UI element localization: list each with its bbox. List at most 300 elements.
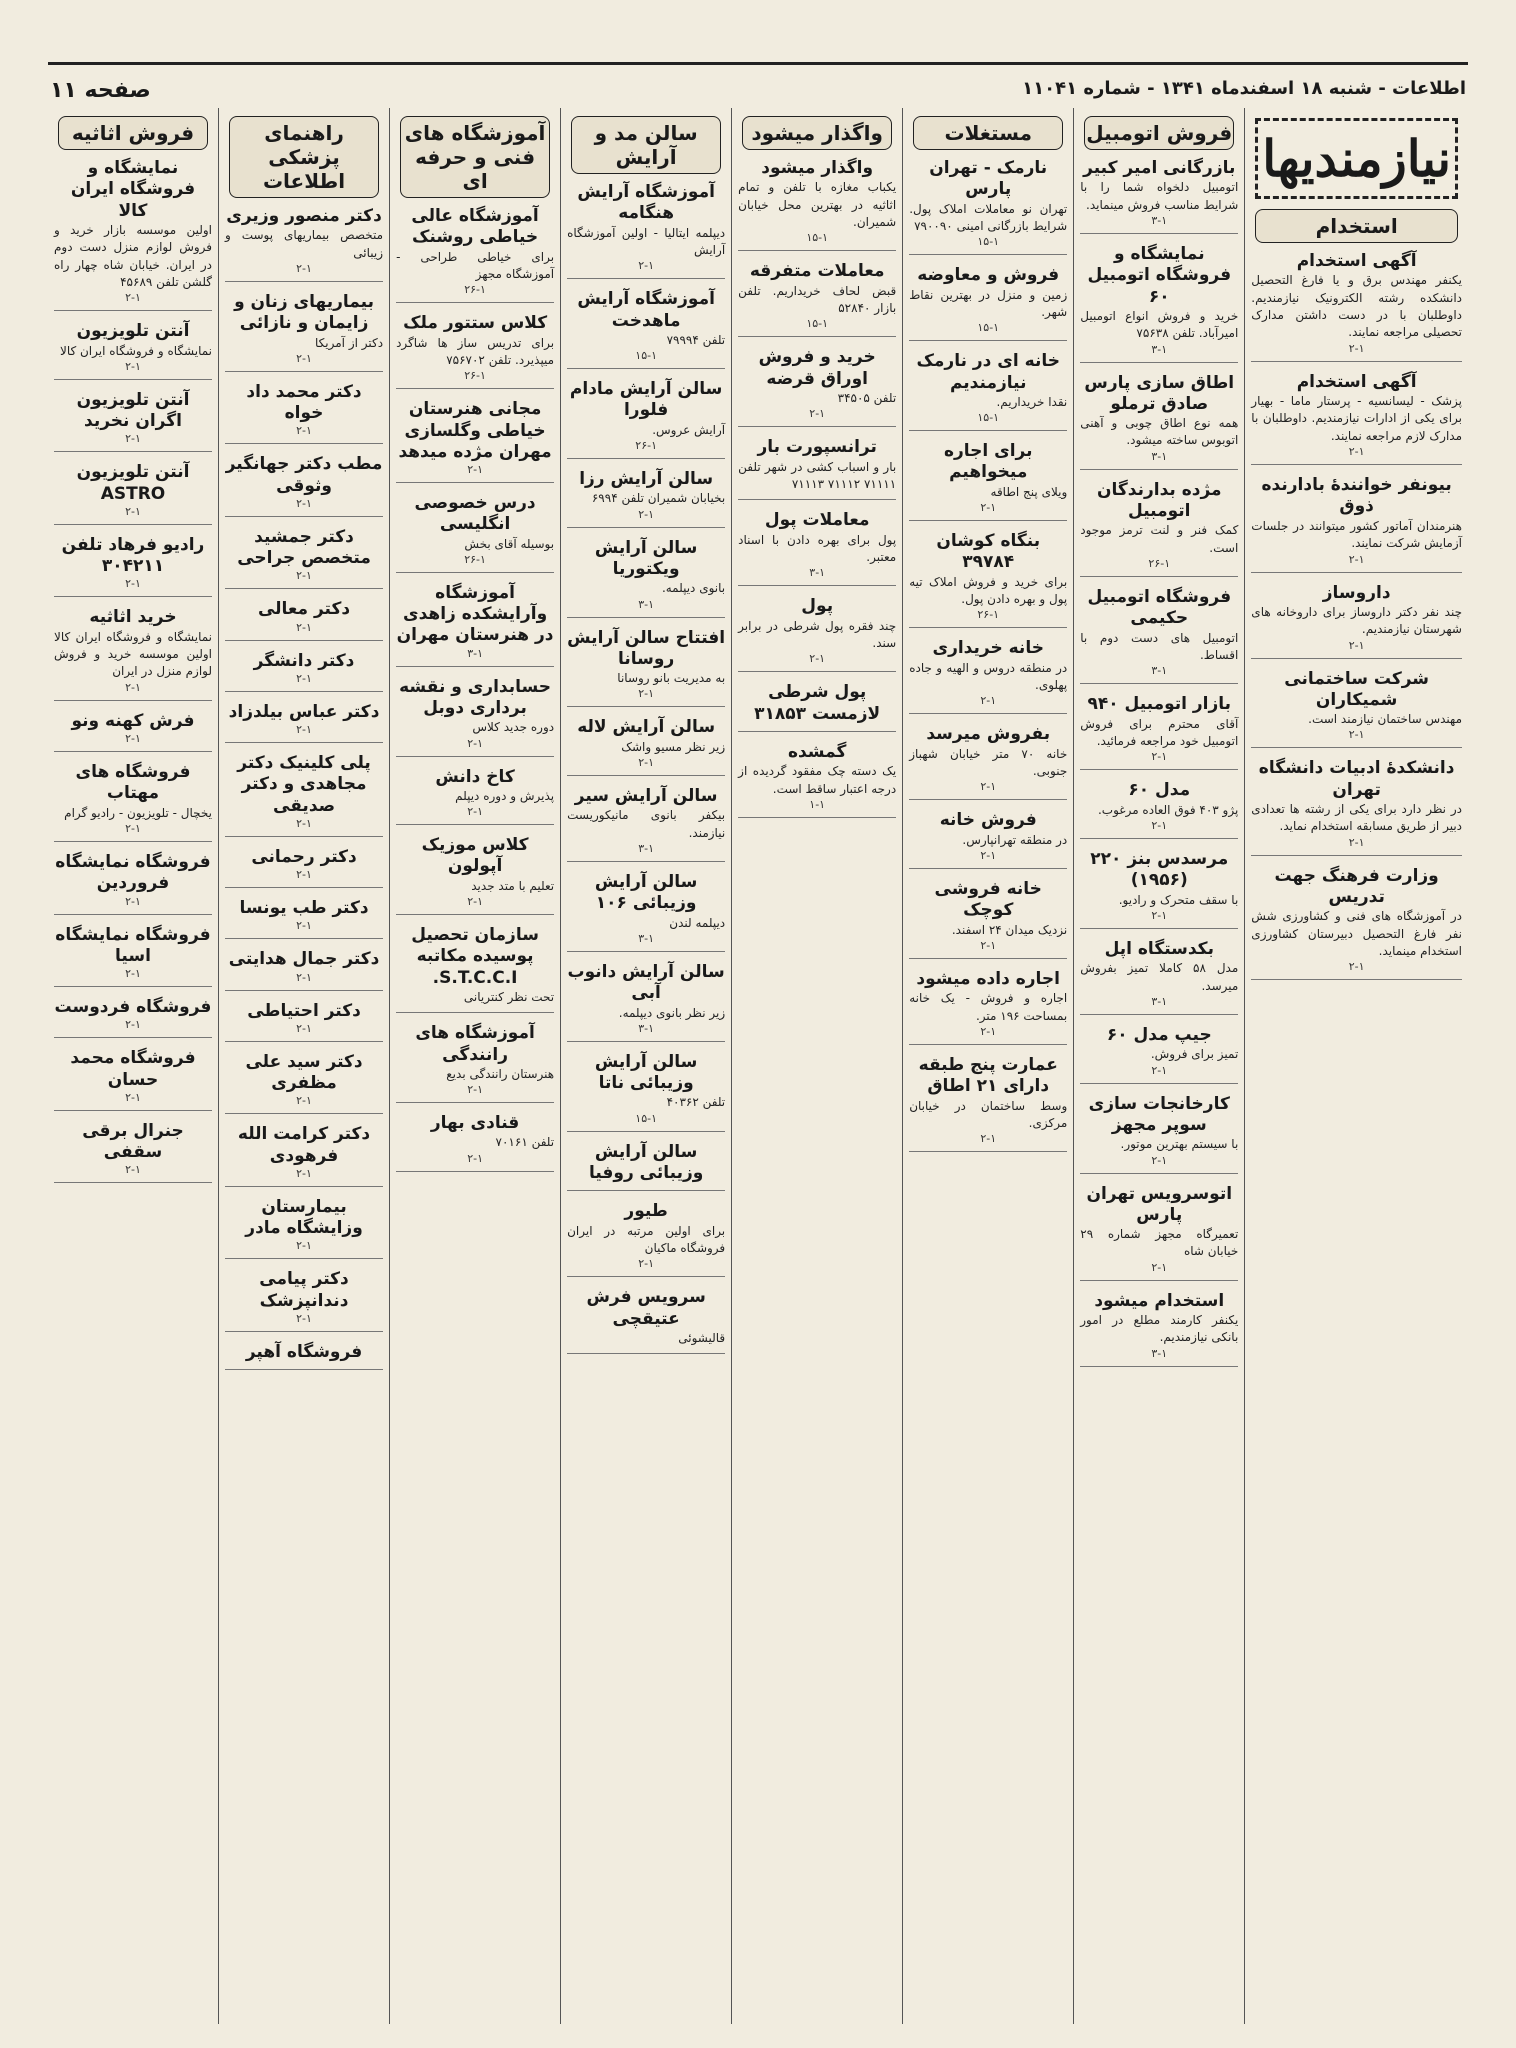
classified-ad (396, 835, 554, 915)
ad-ref: ۱۵-۱ (635, 1111, 657, 1125)
ad-ref: ۱۵-۱ (977, 235, 1000, 249)
classified-ad (396, 1113, 554, 1172)
ad-divider (396, 572, 554, 573)
ad-divider (738, 426, 896, 427)
classified-ad (225, 702, 383, 743)
ad-ref: ۲-۱ (467, 736, 483, 750)
ad-ref: ۲-۱ (1151, 1153, 1168, 1167)
ad-divider (567, 458, 725, 459)
classified-ad (54, 925, 212, 988)
ad-divider (1080, 1173, 1238, 1174)
ad-body: بوسیله آقای بخش (464, 536, 555, 551)
ad-body: یخچال - تلویزیون - رادیو گرام (64, 805, 213, 820)
ad-body: با سیستم بهترین موتور. (1120, 1137, 1239, 1152)
ad-ref: ۳-۱ (638, 842, 655, 856)
ad-ref: ۲-۱ (1151, 908, 1168, 922)
section-banner: نیازمندیها (1255, 118, 1458, 199)
ad-ref: ۲-۱ (638, 756, 655, 770)
ad-body: تعمیرگاه مجهز شماره ۲۹ خیابان شاه (1080, 1227, 1239, 1259)
ad-divider (225, 443, 383, 444)
ad-ref: ۳-۱ (1151, 995, 1168, 1008)
column-heading: سالن مد و آرایش (571, 116, 721, 174)
ad-title: سالن آرایش سیر (574, 786, 718, 807)
ad-body: چند نفر دکتر داروساز برای داروخانه های شهرستان نیازمندیم. (1251, 604, 1462, 637)
ad-title: آموزشگاه عالی خیاطی روشنک (411, 206, 539, 248)
ad-divider (567, 951, 725, 952)
ad-ref: ۱۵-۱ (977, 321, 1000, 335)
ad-title: سالن آرایش وزیبائی ناتا (594, 1051, 698, 1094)
ad-title: نمایشگاه و فروشگاه ایران کالا (70, 158, 196, 221)
ad-divider (909, 627, 1067, 628)
ad-divider (1251, 464, 1462, 465)
ad-divider (1251, 979, 1462, 980)
classified-ad (225, 292, 383, 372)
classified-ad (396, 206, 554, 303)
classified-ad (54, 852, 212, 915)
ad-body: زیر نظر مسیو واشک (621, 739, 726, 754)
ad-title: حسابداری و نقشه برداری دوبل (399, 676, 552, 718)
column-heading: فروش اتومبیل (1084, 116, 1234, 150)
ad-title: خانه فروشی کوچک (934, 879, 1042, 921)
classified-ad (567, 628, 725, 708)
ad-title: فروشگاه اتومبیل حکیمی (1087, 587, 1232, 629)
ad-ref: ۲-۱ (125, 680, 141, 694)
ad-divider (1080, 469, 1238, 470)
ad-divider (225, 516, 383, 517)
ad-body: در منطقه دروس و الهیه و جاده پهلوی. (909, 660, 1068, 693)
ad-divider (567, 775, 725, 776)
ad-divider (909, 958, 1067, 959)
ad-body: تلفن ۷۰۱۶۱ (495, 1135, 555, 1150)
ad-divider (225, 1258, 383, 1259)
ad-title: آموزشگاه های رانندگی (415, 1023, 535, 1065)
classified-ad (738, 596, 896, 672)
classified-ad (225, 847, 383, 888)
ad-divider (225, 742, 383, 743)
ad-title: سرویس فرش عتیقچی (586, 1287, 706, 1329)
classified-ad (738, 742, 896, 818)
ad-title: بکدستگاه اپل (1104, 938, 1214, 959)
classified-ad (225, 527, 383, 590)
column-5 (389, 108, 560, 2024)
ad-title: سالن آرایش دانوب آبی (567, 962, 725, 1004)
ad-divider (1251, 361, 1462, 362)
classified-ad (909, 810, 1067, 869)
ad-title: دکتر منصور وزیری (226, 206, 382, 226)
ad-title: خرید اثاثیه (89, 607, 177, 628)
ad-title: طیور (624, 1201, 668, 1222)
ad-ref: ۲-۱ (296, 970, 312, 984)
ad-divider (909, 430, 1067, 431)
ad-divider (1080, 1014, 1238, 1015)
classified-ad (225, 599, 383, 640)
ad-body: تعلیم با متد جدید (471, 878, 555, 893)
ad-divider (225, 588, 383, 589)
ad-body: اتومبیل دلخواه شما را با شرایط مناسب فروش مینماید. (1080, 180, 1239, 212)
ad-body: یکنفر مهندس برق و یا فارغ التحصیل دانشکده رشته الکترونیک نیازمندیم. داوطلبان با در دست داشتن مدارک تحصیلی مراجعه نمایند. (1251, 273, 1462, 340)
ad-divider (1251, 855, 1462, 856)
classified-ad (909, 351, 1067, 431)
ad-ref: ۲-۱ (296, 919, 312, 933)
ad-divider (396, 388, 554, 389)
ad-divider (54, 1182, 212, 1183)
ad-title: فروشگاه محمد حسان (70, 1048, 196, 1090)
ad-divider (1080, 233, 1238, 234)
classified-ad (1251, 251, 1462, 362)
ad-title: دکتر محمد داد خواه (246, 381, 362, 424)
ad-body: وسط ساختمان در خیابان مرکزی. (909, 1098, 1068, 1130)
ad-ref: ۲-۱ (125, 432, 141, 446)
ad-title: فروشگاه های مهتاب (75, 762, 191, 804)
classified-ad (1080, 480, 1238, 577)
classified-ad (567, 962, 725, 1042)
ad-title: اجاره داده میشود (916, 968, 1061, 989)
ad-divider (567, 278, 725, 279)
ad-body: هنرستان رانندگی بدیع (446, 1066, 555, 1081)
ad-ref: ۳-۱ (1151, 342, 1168, 356)
ad-body: متخصص بیماریهای پوست و زیبائی (225, 228, 384, 260)
ad-divider (396, 482, 554, 483)
column-3 (731, 108, 902, 2024)
ad-ref: ۲-۱ (296, 569, 312, 583)
column-heading: راهنمای پزشکی اطلاعات (229, 116, 379, 198)
ad-ref: ۲-۱ (1151, 819, 1168, 833)
ad-title: نمایشگاه و فروشگاه اتومبیل ۶۰ (1087, 244, 1232, 307)
ad-body: خرید و فروش انواع اتومبیل امیرآباد. تلفن ۷۵۶۳۸ (1080, 308, 1239, 341)
ad-title: سالن آرایش وزیبائی ۱۰۶ (594, 872, 698, 914)
ad-title: فروشگاه نمایشگاه اسیا (55, 924, 211, 966)
page-number: صفحه ۱۱ (50, 78, 151, 103)
ad-ref: ۲-۱ (467, 463, 483, 477)
classified-ad (909, 969, 1067, 1045)
classified-ad (1251, 866, 1462, 981)
ad-divider (54, 451, 212, 452)
classified-ad (1080, 1291, 1238, 1367)
ad-ref: ۲-۱ (980, 501, 997, 515)
column-1 (1073, 108, 1244, 2024)
ad-divider (567, 861, 725, 862)
ad-ref: ۳-۱ (1151, 664, 1168, 678)
ad-divider (1080, 362, 1238, 363)
ad-title: داروساز (1322, 582, 1391, 603)
classified-ad (54, 607, 212, 700)
ad-divider (567, 1131, 725, 1132)
ad-title: دکتر جمال هدایتی (228, 949, 380, 970)
ad-ref: ۲-۱ (467, 1151, 483, 1165)
classified-ad (567, 1142, 725, 1192)
ad-body: زیر نظر بانوی دیپلمه. (618, 1005, 726, 1020)
classified-ad (225, 454, 383, 517)
classified-ad (1080, 780, 1238, 839)
ad-body: تحت نظر کنتریانی (463, 989, 555, 1004)
classified-ad (54, 711, 212, 752)
ad-ref: ۳-۱ (638, 597, 655, 611)
ad-title: سالن آرایش لاله (577, 717, 716, 738)
ad-ref: ۲-۱ (1348, 728, 1365, 742)
ad-ref: ۲۶-۱ (464, 552, 486, 566)
ad-ref: ۲-۱ (809, 652, 826, 666)
ad-body: پزشک - لیسانسیه - پرستار ماما - بهیار برای یکی از ادارات نیازمندیم. داوطلبان با مدارک لازم مراجعه نمایند. (1251, 394, 1462, 443)
classified-ad (738, 347, 896, 427)
ad-divider (225, 1369, 383, 1370)
classified-ad (1080, 373, 1238, 470)
ad-title: سالن آرایش ویکتوریا (594, 537, 698, 579)
ad-title: سازمان تحصیل پوسیده مکاتبه S.T.C.C.I. (411, 925, 539, 988)
publication-line: اطلاعات - شنبه ۱۸ اسفندماه ۱۳۴۱ - شماره ۱۱۰۴۱ (1022, 78, 1466, 99)
ad-body: نزدیک میدان ۲۴ اسفند. (951, 922, 1068, 937)
ad-title: دکتر دانشگر (253, 650, 355, 671)
ad-title: کارخانجات سازی سوپر مجهز (1088, 1093, 1230, 1135)
classified-columns (48, 108, 1468, 2024)
ad-ref: ۲-۱ (296, 351, 312, 365)
ad-ref: ۱-۱ (809, 797, 826, 811)
ad-divider (225, 640, 383, 641)
ad-title: فروش خانه (939, 810, 1037, 831)
ad-body: تهران نو معاملات املاک پول. شرایط بازرگانی امینی ۷۹۰۰۹۰ (909, 201, 1068, 233)
ad-title: سالن آرایش رزا (579, 469, 714, 490)
ad-divider (1080, 838, 1238, 839)
ad-ref: ۲-۱ (296, 424, 312, 438)
column-heading: مستغلات (913, 116, 1063, 150)
ad-body: نمایشگاه و فروشگاه ایران کالا اولین موسسه خرید و فروش لوازم منزل در ایران (53, 629, 213, 679)
ad-title: آنتن تلویزیون اگران نخرید (76, 389, 190, 432)
ad-divider (1080, 928, 1238, 929)
ad-divider (567, 617, 725, 618)
ad-divider (396, 1012, 554, 1013)
classified-ad (225, 1052, 383, 1115)
ad-title: آگهی استخدام (1296, 251, 1417, 271)
ad-body: یکنفر کارمند مطلع در امور بانکی نیازمندیم. (1080, 1313, 1239, 1345)
ad-body: بار و اسباب کشی در شهر تلفن ۷۱۱۱۱ ۷۱۱۱۲ ۷۱۱۱۳ (738, 459, 897, 491)
ad-divider (1080, 1366, 1238, 1367)
ad-title: مرسدس بنز ۲۲۰ (۱۹۵۶) (1090, 849, 1229, 891)
ad-body: همه نوع اطاق چوبی و آهنی اتوبوس ساخته میشود. (1080, 416, 1239, 448)
ad-body: مدل ۵۸ کاملا تمیز بفروش میرسد. (1080, 961, 1239, 993)
ad-ref: ۲-۱ (980, 1132, 997, 1146)
ad-divider (1080, 1083, 1238, 1084)
ad-title: نارمک - تهران پارس (929, 158, 1048, 200)
ad-title: آموزشگاه آرایش هنگامه (577, 182, 715, 224)
ad-title: دکتر پیامی دندانپزشک (259, 1269, 349, 1311)
ad-title: بفروش میرسد (926, 724, 1051, 745)
classified-ad (396, 399, 554, 483)
column-6 (218, 108, 389, 2024)
classified-ad (909, 1055, 1067, 1152)
classified-ad (225, 1197, 383, 1260)
ad-ref: ۳-۱ (638, 932, 655, 946)
ad-title: شرکت ساختمانی شمیکاران (1284, 668, 1430, 710)
column-heading: واگذار میشود (742, 116, 892, 150)
ad-ref: ۲-۱ (296, 1021, 312, 1035)
ad-title: خانه ای در نارمک نیازمندیم (916, 351, 1060, 393)
ad-body: برای خیاطی طراحی - آموزشگاه مجهز (396, 249, 555, 281)
classified-ad (54, 1121, 212, 1184)
classified-ad (396, 1023, 554, 1103)
ad-divider (738, 250, 896, 251)
classified-ad (1080, 158, 1238, 234)
ad-body: بخیابان شمیران تلفن ۶۹۹۴ (591, 491, 726, 506)
ad-divider (54, 1110, 212, 1111)
column-7 (48, 108, 218, 2024)
ad-title: وزارت فرهنگ جهت تدریس (1274, 865, 1439, 907)
ad-title: بیماریهای زنان و زایمان و نازائی (234, 292, 374, 334)
ad-body: پذیرش و دوره دیپلم (455, 788, 555, 803)
ad-title: بنگاه کوشان ۳۹۷۸۴ (936, 531, 1041, 573)
ad-ref: ۲-۱ (125, 822, 141, 836)
classified-ad (1251, 758, 1462, 855)
ad-divider (909, 340, 1067, 341)
ad-body: به مدیریت بانو روسانا (617, 671, 726, 686)
classified-ad (567, 469, 725, 528)
classified-ad (567, 379, 725, 459)
ad-body: اجاره و فروش - یک خانه بمساحت ۱۹۶ متر. (909, 991, 1068, 1023)
ad-ref: ۲-۱ (467, 1083, 483, 1097)
ad-title: خانه خریداری (932, 638, 1044, 659)
classified-ad (567, 1201, 725, 1277)
ad-divider (1080, 769, 1238, 770)
ad-title: عمارت پنج طبقه دارای ۲۱ اطاق (918, 1055, 1058, 1097)
ad-body: ویلای پنج اطاقه (990, 484, 1068, 499)
ad-title: فروشگاه آهپر (245, 1341, 363, 1362)
ad-divider (396, 756, 554, 757)
ad-title: افتتاح سالن آرایش روسانا (567, 627, 726, 669)
classified-ad (738, 261, 896, 337)
ad-body: تلفن ۳۴۵۰۵ (837, 390, 897, 405)
ad-title: خرید و فروش اوراق قرضه (758, 347, 876, 389)
classified-ad (909, 531, 1067, 628)
ad-title: فرش کهنه ونو (71, 710, 195, 731)
ad-body: با سقف متحرک و رادیو. (1118, 892, 1239, 907)
ad-title: فروش و معاوضه (917, 265, 1060, 286)
ad-title: دکتر معالی (257, 599, 351, 620)
ad-divider (225, 836, 383, 837)
ad-ref: ۲-۱ (1348, 960, 1365, 974)
ad-body: بانوی دیپلمه. (661, 581, 726, 596)
classified-ad (909, 265, 1067, 341)
ad-ref: ۲-۱ (296, 868, 312, 882)
ad-title: استخدام میشود (1094, 1290, 1225, 1311)
classified-ad (738, 682, 896, 732)
ad-divider (1251, 747, 1462, 748)
ad-title: فروشگاه نمایشگاه فروردین (55, 852, 211, 894)
ad-divider (909, 868, 1067, 869)
ad-divider (1080, 1280, 1238, 1281)
column-2 (902, 108, 1073, 2024)
ad-divider (225, 371, 383, 372)
classified-ad (396, 313, 554, 389)
ad-title: مجانی هنرستان خیاطی وگلسازی مهران مژده میدهد (398, 399, 552, 462)
ad-body: در آموزشگاه های فنی و کشاورزی شش نفر فارغ التحصیل دبیرستان کشاورزی استخدام مینماید. (1251, 909, 1462, 958)
ad-body: یکباب مغازه با تلفن و تمام اثاثیه در بهترین محل خیابان شمیران. (738, 180, 897, 230)
ad-ref: ۲-۱ (638, 687, 655, 701)
ad-divider (54, 700, 212, 701)
ad-divider (54, 986, 212, 987)
ad-divider (909, 1151, 1067, 1152)
ad-ref: ۲-۱ (1151, 1260, 1168, 1274)
ad-body: بیکفر بانوی مانیکوریست نیازمند. (567, 808, 726, 840)
classified-ad (396, 925, 554, 1013)
classified-ad (567, 182, 725, 279)
classified-ad (396, 677, 554, 757)
ad-ref: ۲۶-۱ (1148, 557, 1171, 571)
column-4 (560, 108, 731, 2024)
classified-ad (54, 1048, 212, 1111)
ad-divider (225, 1186, 383, 1187)
ad-body: دیپلمه ایتالیا - اولین آموزشگاه آرایش (567, 225, 726, 257)
classified-ad (54, 535, 212, 598)
ad-body: کمک فنر و لنت ترمز موجود است. (1080, 523, 1239, 555)
classified-ad (1080, 1094, 1238, 1174)
ad-ref: ۲-۱ (980, 1025, 997, 1038)
ad-divider (54, 751, 212, 752)
ad-ref: ۱۵-۱ (635, 349, 657, 363)
ad-body: قالیشوئی (678, 1330, 726, 1345)
ad-body: برای اولین مرتبه در ایران فروشگاه ماکیان (567, 1223, 726, 1255)
ad-body: نمایشگاه و فروشگاه ایران کالا (59, 343, 213, 358)
ad-divider (54, 1037, 212, 1038)
classified-ad (567, 717, 725, 776)
ad-title: رادیو فرهاد تلفن ۳۰۴۲۱۱ (61, 534, 205, 577)
ad-ref: ۲-۱ (296, 496, 312, 510)
classified-ad (567, 786, 725, 862)
ad-ref: ۲-۱ (125, 967, 141, 981)
ad-body: یک دسته چک مفقود گردیده از درجه اعتبار ساقط است. (738, 764, 897, 796)
classified-ad (396, 583, 554, 667)
ad-ref: ۲-۱ (125, 359, 141, 373)
ad-body: آقای محترم برای فروش اتومبیل خود مراجعه فرمائید. (1080, 716, 1239, 749)
classified-ad (909, 441, 1067, 521)
ad-title: بیونفر خوانندهٔ بادارنده ذوق (1261, 475, 1452, 517)
classified-ad (225, 1269, 383, 1332)
classified-ad (396, 493, 554, 573)
ad-body: پژو ۴۰۳ فوق العاده مرغوب. (1097, 802, 1239, 817)
ad-ref: ۳-۱ (467, 646, 483, 660)
ad-divider (909, 520, 1067, 521)
classified-ad (225, 382, 383, 445)
ad-ref: ۲۶-۱ (635, 439, 657, 453)
ad-divider (225, 1113, 383, 1114)
classified-ad (54, 321, 212, 380)
ad-ref: ۳-۱ (1151, 449, 1168, 463)
classified-ad (909, 638, 1067, 714)
ad-body: تلفن ۷۹۹۹۴ (666, 332, 726, 347)
ad-divider (54, 841, 212, 842)
classified-ad (1080, 587, 1238, 684)
ad-title: قنادی بهار (430, 1113, 520, 1134)
ad-title: دکتر کرامت الله فرهودی (237, 1124, 371, 1166)
ad-body: زمین و منزل در بهترین نقاط شهر. (909, 287, 1068, 319)
ad-title: دکتر جمشید متخصص جراحی (237, 526, 371, 569)
ad-divider (909, 1044, 1067, 1045)
ad-divider (738, 671, 896, 672)
classified-ad (225, 753, 383, 837)
ad-title: جیپ مدل ۶۰ (1106, 1025, 1212, 1045)
ad-ref: ۲-۱ (125, 1163, 141, 1177)
ad-divider (396, 1171, 554, 1172)
column-0 (1244, 108, 1468, 2024)
ad-ref: ۲-۱ (296, 723, 312, 737)
ad-body: تمیز برای فروش. (1150, 1047, 1239, 1062)
ad-title: اتوسرویس تهران پارس (1086, 1183, 1233, 1225)
classified-ad (225, 1342, 383, 1370)
ad-divider (1080, 683, 1238, 684)
ad-body: هنرمندان آماتور کشور میتوانند در جلسات آزمایش شرکت نمایند. (1251, 518, 1462, 551)
ad-title: بازار اتومبیل ۹۴۰ (1087, 694, 1232, 715)
ad-body: دکتر از آمریکا (315, 335, 384, 350)
ad-title: دکتر طب یونسا (239, 898, 369, 919)
classified-ad (396, 767, 554, 826)
classified-ad (1080, 849, 1238, 929)
